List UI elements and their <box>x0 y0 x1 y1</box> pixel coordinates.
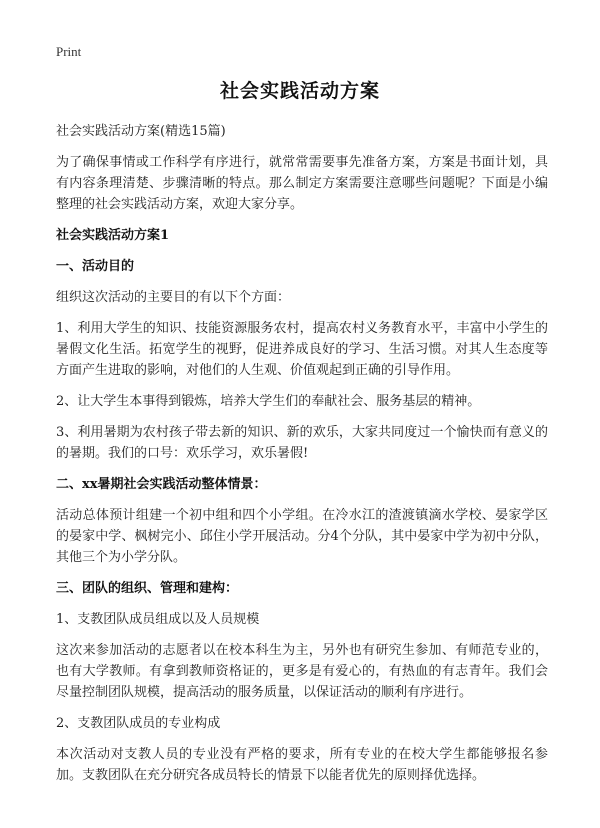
org-item-1-title: 1、支教团队成员组成以及人员规模 <box>56 612 260 627</box>
purpose-item-1: 1、利用大学生的知识、技能资源服务农村，提高农村义务教育水平，丰富中小学生的暑假文化生活。拓宽学生的视野，促进养成良好的学习、生活习惯。对其人生态度等方面产生进取的影响，对他们的人生观、价值观起到正确的引导作用。 <box>56 321 548 378</box>
org-item-2-title: 2、支教团队成员的专业构成 <box>56 716 221 731</box>
purpose-lead: 组织这次活动的主要目的有以下个方面： <box>56 290 291 305</box>
heading-purpose: 一、活动目的 <box>56 259 135 274</box>
org-item-1-text: 这次来参加活动的志愿者以在校本科生为主，另外也有研究生参加、有师范专业的，也有大学教师。有拿到教师资格证的，更多是有爱心的，有热血的有志青年。我们会尽量控制团队规模，提高活动的服务质量，以保证活动的顺利有序进行。 <box>56 643 548 700</box>
purpose-item-3: 3、利用暑期为农村孩子带去新的知识、新的欢乐，大家共同度过一个愉快而有意义的的暑期。我们的口号：欢乐学习，欢乐暑假! <box>56 425 548 461</box>
overall-paragraph: 活动总体预计组建一个初中组和四个小学组。在冷水江的渣渡镇滴水学校、晏家学区的晏家中学、枫树完小、邱住小学开展活动。分4个分队，其中晏家中学为初中分队，其他三个为小学分队。 <box>56 508 548 565</box>
intro-paragraph: 为了确保事情或工作科学有序进行，就常常需要事先准备方案，方案是书面计划，具有内容条理清楚、步骤清晰的特点。那么制定方案需要注意哪些问题呢？下面是小编整理的社会实践活动方案，欢迎大家分享。 <box>56 155 548 212</box>
org-item-2-text: 本次活动对支教人员的专业没有严格的要求，所有专业的在校大学生都能够报名参加。支教团队在充分研究各成员特长的情景下以能者优先的原则择优选择。 <box>56 747 548 783</box>
section-title: 社会实践活动方案1 <box>56 228 170 243</box>
print-link[interactable]: Print <box>56 44 82 59</box>
purpose-item-2: 2、让大学生本事得到锻炼，培养大学生们的奉献社会、服务基层的精神。 <box>56 394 481 409</box>
heading-organization: 三、团队的组织、管理和建构： <box>56 581 239 596</box>
document-subtitle: 社会实践活动方案(精选15篇) <box>56 124 226 139</box>
page-title: 社会实践活动方案 <box>219 80 380 102</box>
heading-overall: 二、xx暑期社会实践活动整体情景： <box>56 477 267 492</box>
document-body <box>56 121 548 796</box>
